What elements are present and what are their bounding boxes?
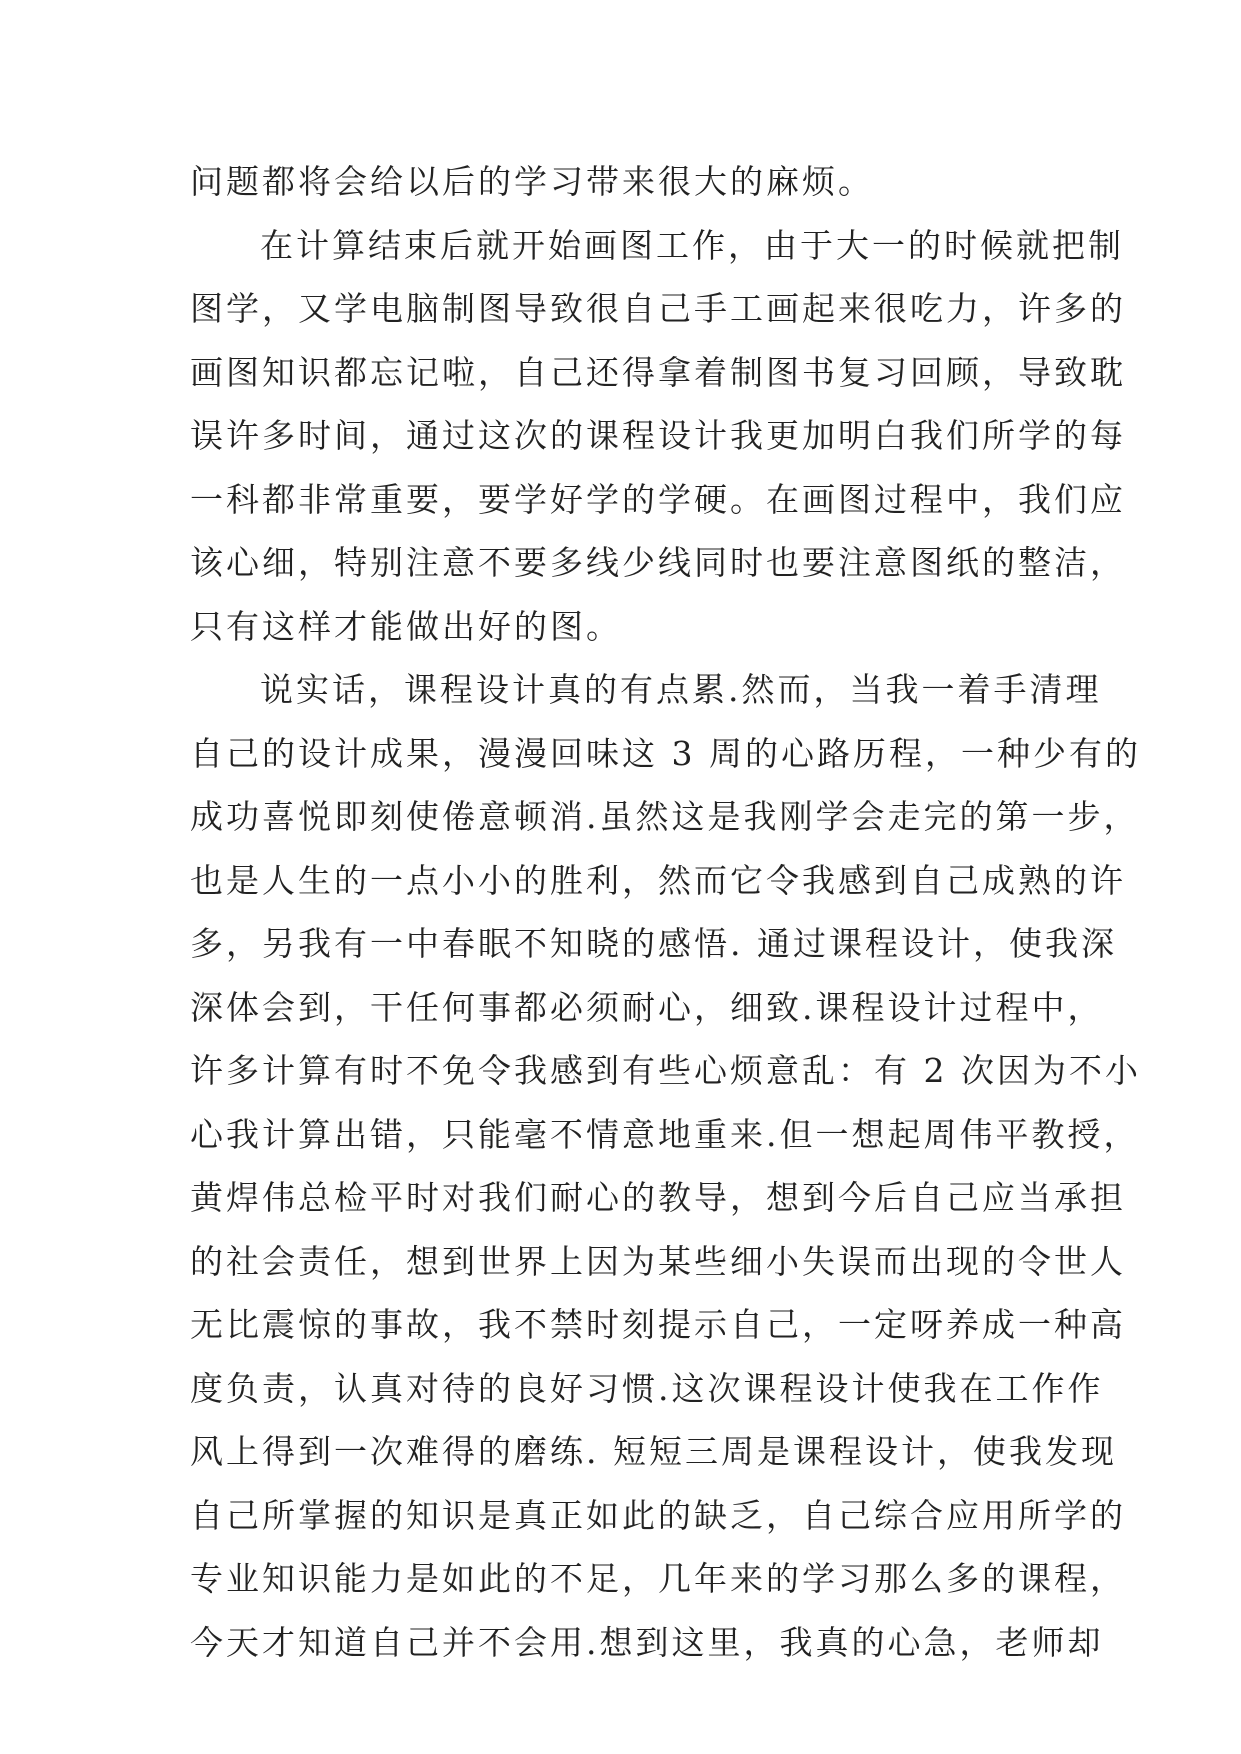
text-line: 自己所掌握的知识是真正如此的缺乏，自己综合应用所学的	[190, 1495, 1126, 1535]
text-line: 的社会责任，想到世界上因为某些细小失误而出现的令世人	[190, 1241, 1126, 1281]
text-line: 画图知识都忘记啦，自己还得拿着制图书复习回顾，导致耽	[190, 352, 1126, 392]
text-line: 图学，又学电脑制图导致很自己手工画起来很吃力，许多的	[190, 289, 1126, 328]
text-line: 只有这样才能做出好的图。	[190, 606, 622, 646]
text-line: 专业知识能力是如此的不足，几年来的学习那么多的课程，	[190, 1559, 1126, 1598]
paragraph-start-line: 在计算结束后就开始画图工作，由于大一的时候就把制	[260, 225, 1124, 265]
text-line: 成功喜悦即刻使倦意顿消.虽然这是我刚学会走完的第一步，	[190, 797, 1140, 836]
text-line: 心我计算出错，只能毫不情意地重来.但一想起周伟平教授，	[190, 1114, 1140, 1154]
text-line: 许多计算有时不免令我感到有些心烦意乱：有 2 次因为不小	[190, 1051, 1141, 1090]
text-line: 自己的设计成果，漫漫回味这 3 周的心路历程，一种少有的	[190, 733, 1141, 773]
body-text	[190, 150, 1141, 1674]
text-line: 无比震惊的事故，我不禁时刻提示自己，一定呀养成一种高	[190, 1305, 1126, 1344]
text-line: 多，另我有一中春眠不知晓的感悟. 通过课程设计，使我深	[190, 924, 1117, 963]
text-line: 风上得到一次难得的磨练. 短短三周是课程设计，使我发现	[190, 1432, 1117, 1471]
text-line: 该心细，特别注意不要多线少线同时也要注意图纸的整洁，	[190, 543, 1126, 582]
text-line: 误许多时间，通过这次的课程设计我更加明白我们所学的每	[190, 416, 1126, 455]
text-line: 一科都非常重要，要学好学的学硬。在画图过程中，我们应	[190, 479, 1126, 519]
text-line: 深体会到，干任何事都必须耐心，细致.课程设计过程中，	[190, 987, 1104, 1027]
text-line: 也是人生的一点小小的胜利，然而它令我感到自己成熟的许	[190, 860, 1126, 900]
paragraph-start-line: 说实话，课程设计真的有点累.然而，当我一着手清理	[260, 670, 1102, 709]
text-line: 今天才知道自己并不会用.想到这里，我真的心急，老师却	[190, 1622, 1104, 1662]
text-line: 黄焊伟总检平时对我们耐心的教导，想到今后自己应当承担	[190, 1178, 1126, 1217]
text-line: 度负责，认真对待的良好习惯.这次课程设计使我在工作作	[190, 1368, 1104, 1408]
text-line: 问题都将会给以后的学习带来很大的麻烦。	[190, 162, 874, 201]
